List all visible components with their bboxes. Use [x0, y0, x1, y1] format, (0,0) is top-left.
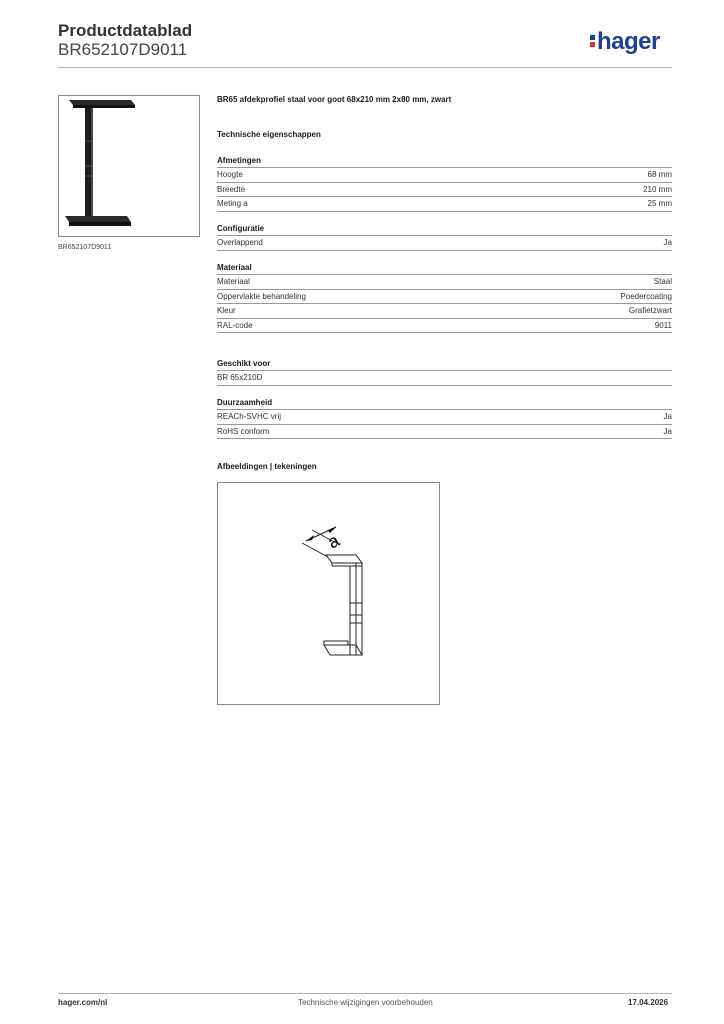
product-thumbnail [58, 95, 200, 237]
spec-value: Staal [653, 277, 672, 286]
section-title: Materiaal [217, 262, 672, 275]
spec-label: Overlappend [217, 238, 263, 247]
spec-value: 9011 [654, 320, 672, 330]
spec-value: Poedercoating [620, 291, 672, 301]
section-title: Geschikt voor [217, 358, 672, 371]
thumbnail-caption: BR652107D9011 [58, 244, 112, 251]
spec-value: 210 mm [643, 184, 672, 194]
spec-row [217, 304, 672, 319]
section-afmetingen [217, 155, 672, 212]
dimension-label: a [324, 530, 343, 553]
footer-date: 17.04.2026 [628, 998, 669, 1007]
section-duurzaamheid [217, 397, 672, 439]
spec-row [217, 371, 672, 386]
product-name: BR65 afdekprofiel staal voor goot 68x210 mm 2x80 mm, zwart [217, 95, 452, 104]
page-title: Productdatablad [58, 21, 193, 40]
spec-label: RoHS conform [217, 426, 270, 436]
spec-label: Materiaal [217, 277, 250, 286]
logo-text: hager [597, 28, 660, 55]
product-code: BR652107D9011 [58, 40, 188, 59]
spec-value: Ja [663, 426, 672, 436]
section-materiaal [217, 262, 672, 333]
section-title: Duurzaamheid [217, 397, 672, 410]
logo-dots-icon [590, 33, 595, 49]
spec-label: Hoogte [217, 170, 243, 179]
spec-label: BR 65x210D [217, 373, 263, 382]
spec-value: 68 mm [647, 170, 672, 179]
spec-row [217, 197, 672, 212]
footer-divider [58, 993, 672, 994]
spec-row [217, 275, 672, 290]
section-geschikt-voor [217, 358, 672, 386]
spec-label: Meting a [217, 199, 248, 209]
spec-row [217, 168, 672, 183]
spec-label: RAL-code [217, 320, 253, 330]
spec-label: Breedte [217, 184, 246, 194]
hager-logo[interactable] [590, 28, 660, 56]
section-title: Afmetingen [217, 155, 672, 168]
technical-heading: Technische eigenschappen [217, 130, 321, 139]
spec-row [217, 410, 672, 425]
spec-value: Grafietzwart [628, 306, 672, 316]
cover-profile-photo-icon [59, 96, 199, 236]
spec-label: REACh-SVHC vrij [217, 412, 282, 421]
spec-value: Ja [663, 238, 672, 247]
header-divider [58, 67, 672, 68]
spec-value: Ja [663, 412, 672, 421]
spec-row [217, 183, 672, 198]
spec-row [217, 236, 672, 251]
footer-notice: Technische wijzigingen voorbehouden [298, 998, 433, 1007]
spec-row [217, 319, 672, 334]
spec-row [217, 425, 672, 440]
images-heading: Afbeeldingen | tekeningen [217, 462, 317, 471]
section-configuratie [217, 223, 672, 251]
section-title: Configuratie [217, 223, 672, 236]
spec-value: 25 mm [647, 199, 672, 209]
technical-drawing [217, 482, 440, 705]
footer-website-link[interactable]: hager.com/nl [58, 998, 108, 1007]
spec-label: Kleur [217, 306, 236, 316]
spec-row [217, 290, 672, 305]
profile-dimension-drawing-icon [218, 483, 439, 704]
spec-label: Oppervlakte behandeling [217, 291, 306, 301]
